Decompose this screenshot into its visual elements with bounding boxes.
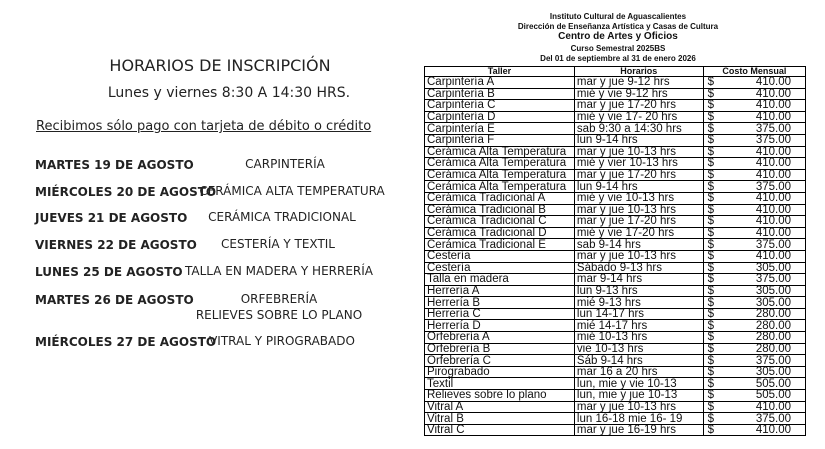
currency-symbol: $ xyxy=(707,157,715,170)
cost-amount: 305.00 xyxy=(755,366,791,378)
taller-cell: Cerámica Alta Temperatura xyxy=(425,146,575,158)
schedule-course: CERÁMICA TRADICIONAL xyxy=(208,210,356,224)
schedule-date: MIÉRCOLES 27 DE AGOSTO xyxy=(35,335,217,349)
horario-cell: mar 16 a 20 hrs xyxy=(574,366,703,378)
table-row xyxy=(425,88,806,100)
currency-symbol: $ xyxy=(707,111,715,123)
cost-amount: 410.00 xyxy=(755,401,791,413)
currency-symbol: $ xyxy=(707,354,715,367)
taller-cell: Carpintería B xyxy=(425,88,575,100)
registration-title: HORARIOS DE INSCRIPCIÓN xyxy=(109,56,331,75)
table-row xyxy=(425,227,806,239)
horario-cell: mar y jue 17-20 hrs xyxy=(574,216,703,228)
horario-cell: lun, mie y jue 10-13 xyxy=(574,390,703,402)
horario-cell: mié 10-13 hrs xyxy=(574,332,703,344)
taller-cell: Carpintería E xyxy=(425,123,575,135)
currency-symbol: $ xyxy=(707,180,715,193)
horario-cell: mié y vie 17-20 hrs xyxy=(574,227,703,239)
table-row xyxy=(425,355,806,367)
schedule-course: ORFEBRERÍA xyxy=(240,292,318,306)
table-row xyxy=(425,111,806,123)
currency-symbol: $ xyxy=(707,424,715,436)
horario-cell: mié y vie 17- 20 hrs xyxy=(574,111,703,123)
costo-cell xyxy=(703,123,805,135)
taller-cell: Cestería xyxy=(425,262,575,274)
taller-cell: Cerámica Alta Temperatura xyxy=(425,158,575,170)
table-row xyxy=(425,239,806,251)
currency-symbol: $ xyxy=(707,76,715,89)
costo-cell xyxy=(703,239,805,251)
table-row xyxy=(425,262,806,274)
table-row xyxy=(425,158,806,170)
cost-amount: 375.00 xyxy=(755,122,791,135)
cost-amount: 305.00 xyxy=(755,262,791,274)
costo-cell xyxy=(703,111,805,123)
institute-name: Instituto Cultural de Aguascalientes xyxy=(549,12,687,21)
taller-cell: Cerámica Alta Temperatura xyxy=(425,169,575,181)
costo-cell xyxy=(703,332,805,344)
costo-cell xyxy=(703,88,805,100)
costo-cell xyxy=(703,378,805,390)
costo-cell xyxy=(703,227,805,239)
currency-symbol: $ xyxy=(707,319,715,332)
schedule-date: VIERNES 22 DE AGOSTO xyxy=(35,238,197,252)
currency-symbol: $ xyxy=(707,401,715,413)
currency-symbol: $ xyxy=(707,99,715,112)
currency-symbol: $ xyxy=(707,377,715,390)
schedule-course: TALLA EN MADERA Y HERRERÍA xyxy=(184,264,373,278)
taller-cell: Cerámica Tradicional C xyxy=(425,216,575,228)
currency-symbol: $ xyxy=(707,238,715,251)
costo-cell xyxy=(703,262,805,274)
cost-amount: 280.00 xyxy=(755,331,791,344)
costo-cell xyxy=(703,192,805,204)
table-row xyxy=(425,181,806,193)
table-row xyxy=(425,169,806,181)
horario-cell: mar y jue 10-13 hrs xyxy=(574,250,703,262)
cost-amount: 375.00 xyxy=(755,238,791,251)
horario-cell: sab 9-14 hrs xyxy=(574,239,703,251)
costo-cell xyxy=(703,77,805,89)
taller-cell: Cerámica Alta Temperatura xyxy=(425,181,575,193)
taller-cell: Vitral C xyxy=(425,424,575,436)
taller-cell: Cestería xyxy=(425,250,575,262)
table-row xyxy=(425,204,806,216)
costo-cell xyxy=(703,216,805,228)
taller-cell: Relieves sobre lo plano xyxy=(425,390,575,402)
taller-cell: Vitral A xyxy=(425,401,575,413)
horario-cell: Sáb 9-14 hrs xyxy=(574,355,703,367)
horario-cell: lun 14-17 hrs xyxy=(574,308,703,320)
costo-cell xyxy=(703,158,805,170)
horario-cell: lun 9-14 hrs xyxy=(574,134,703,146)
horario-cell: Sábado 9-13 hrs xyxy=(574,262,703,274)
currency-symbol: $ xyxy=(707,273,715,286)
cost-amount: 410.00 xyxy=(755,76,791,89)
costo-cell xyxy=(703,134,805,146)
horario-cell: lun, mie y vie 10-13 xyxy=(574,378,703,390)
taller-cell: Talla en madera xyxy=(425,274,575,286)
taller-cell: Cerámica Tradicional A xyxy=(425,192,575,204)
taller-cell: Carpintería C xyxy=(425,100,575,112)
horario-cell: mié y vier 10-13 hrs xyxy=(574,158,703,170)
horario-cell: mar y jue 10-13 hrs xyxy=(574,204,703,216)
table-row xyxy=(425,413,806,425)
cost-amount: 280.00 xyxy=(755,308,791,320)
schedule-course: CESTERÍA Y TEXTIL xyxy=(220,237,335,251)
schedule-course: VITRAL Y PIROGRABADO xyxy=(209,334,355,348)
horario-cell: mié 9-13 hrs xyxy=(574,297,703,309)
schedule-date: LUNES 25 DE AGOSTO xyxy=(35,265,183,279)
costo-cell xyxy=(703,274,805,286)
currency-symbol: $ xyxy=(707,343,715,355)
currency-symbol: $ xyxy=(707,308,715,320)
costo-cell xyxy=(703,320,805,332)
taller-cell: Orfebrería A xyxy=(425,332,575,344)
cost-amount: 375.00 xyxy=(755,354,791,367)
costo-cell xyxy=(703,355,805,367)
schedule-course: RELIEVES SOBRE LO PLANO xyxy=(195,308,363,322)
cost-amount: 410.00 xyxy=(755,250,791,262)
cost-amount: 410.00 xyxy=(755,146,791,158)
costo-cell xyxy=(703,181,805,193)
horario-cell: sab 9:30 a 14:30 hrs xyxy=(574,123,703,135)
cost-amount: 305.00 xyxy=(755,296,791,309)
cost-amount: 410.00 xyxy=(755,227,791,239)
currency-symbol: $ xyxy=(707,262,715,274)
table-row xyxy=(425,297,806,309)
payment-note: Recibimos sólo pago con tarjeta de débito o crédito xyxy=(36,119,372,134)
course-table xyxy=(424,66,806,436)
registration-hours: Lunes y viernes 8:30 A 14:30 HRS. xyxy=(107,85,351,101)
taller-cell: Herrería D xyxy=(425,320,575,332)
horario-cell: mar y jue 10-13 hrs xyxy=(574,401,703,413)
table-row xyxy=(425,320,806,332)
table-header-row xyxy=(425,67,806,77)
horario-cell: lun 9-13 hrs xyxy=(574,285,703,297)
cost-amount: 505.00 xyxy=(755,377,791,390)
schedule-date: MIÉRCOLES 20 DE AGOSTO xyxy=(35,185,217,199)
costo-cell xyxy=(703,390,805,402)
table-row xyxy=(425,390,806,402)
costo-cell xyxy=(703,250,805,262)
costo-cell xyxy=(703,401,805,413)
costo-cell xyxy=(703,308,805,320)
taller-cell: Orfebrería B xyxy=(425,343,575,355)
currency-symbol: $ xyxy=(707,169,715,181)
currency-symbol: $ xyxy=(707,88,715,100)
schedule-course: CARPINTERÍA xyxy=(245,157,325,171)
direction-name: Dirección de Enseñanza Artística y Casas de Cultura xyxy=(517,22,719,31)
table-row xyxy=(425,424,806,436)
costo-cell xyxy=(703,413,805,425)
cost-amount: 375.00 xyxy=(755,180,791,193)
costo-cell xyxy=(703,343,805,355)
cost-amount: 375.00 xyxy=(755,134,791,147)
course-period: Del 01 de septiembre al 31 de enero 2026 xyxy=(540,54,696,63)
cost-amount: 410.00 xyxy=(755,157,791,170)
table-row xyxy=(425,285,806,297)
taller-cell: Herrería C xyxy=(425,308,575,320)
schedule-date: MARTES 19 DE AGOSTO xyxy=(35,158,194,172)
taller-cell: Herrería B xyxy=(425,297,575,309)
costo-cell xyxy=(703,169,805,181)
table-row xyxy=(425,332,806,344)
currency-symbol: $ xyxy=(707,227,715,239)
table-row xyxy=(425,100,806,112)
taller-cell: Cerámica Tradicional E xyxy=(425,239,575,251)
currency-symbol: $ xyxy=(707,285,715,297)
table-row xyxy=(425,250,806,262)
schedule-course: CERÁMICA ALTA TEMPERATURA xyxy=(199,184,385,198)
cost-amount: 280.00 xyxy=(755,319,791,332)
horario-cell: mié y vie 10-13 hrs xyxy=(574,192,703,204)
horario-cell: mié 14-17 hrs xyxy=(574,320,703,332)
cost-amount: 305.00 xyxy=(755,285,791,297)
column-header-horarios: Horarios xyxy=(574,67,703,77)
costo-cell xyxy=(703,424,805,436)
registration-panel xyxy=(0,0,410,449)
table-row xyxy=(425,216,806,228)
horario-cell: mar y jue 10-13 hrs xyxy=(574,146,703,158)
cost-amount: 410.00 xyxy=(755,192,791,205)
table-row xyxy=(425,134,806,146)
center-name: Centro de Artes y Oficios xyxy=(558,31,678,42)
cost-amount: 505.00 xyxy=(755,389,791,402)
currency-symbol: $ xyxy=(707,296,715,309)
table-row xyxy=(425,308,806,320)
schedule-date: JUEVES 21 DE AGOSTO xyxy=(35,211,188,225)
table-row xyxy=(425,192,806,204)
cost-amount: 410.00 xyxy=(755,99,791,112)
horario-cell: mar y jue 17-20 hrs xyxy=(574,100,703,112)
table-row xyxy=(425,77,806,89)
table-row xyxy=(425,146,806,158)
taller-cell: Vitral B xyxy=(425,413,575,425)
horario-cell: mar y jue 9-12 hrs xyxy=(574,77,703,89)
cost-amount: 375.00 xyxy=(755,412,791,425)
currency-symbol: $ xyxy=(707,146,715,158)
cost-amount: 410.00 xyxy=(755,204,791,216)
currency-symbol: $ xyxy=(707,331,715,344)
currency-symbol: $ xyxy=(707,389,715,402)
schedule-date: MARTES 26 DE AGOSTO xyxy=(35,293,194,307)
course-name: Curso Semestral 2025BS xyxy=(570,44,666,53)
taller-cell: Textil xyxy=(425,378,575,390)
currency-symbol: $ xyxy=(707,134,715,147)
taller-cell: Orfebrería C xyxy=(425,355,575,367)
taller-cell: Carpintería A xyxy=(425,77,575,89)
column-header-costo: Costo Mensual xyxy=(703,67,805,77)
taller-cell: Cerámica Tradicional B xyxy=(425,204,575,216)
costo-cell xyxy=(703,100,805,112)
costo-cell xyxy=(703,297,805,309)
taller-cell: Carpintería D xyxy=(425,111,575,123)
cost-amount: 410.00 xyxy=(755,88,791,100)
currency-symbol: $ xyxy=(707,250,715,262)
horario-cell: lun 16-18 mie 16- 19 xyxy=(574,413,703,425)
costo-cell xyxy=(703,366,805,378)
currency-symbol: $ xyxy=(707,412,715,425)
costo-cell xyxy=(703,285,805,297)
horario-cell: mar y jue 16-19 hrs xyxy=(574,424,703,436)
taller-cell: Pirograbado xyxy=(425,366,575,378)
costo-cell xyxy=(703,146,805,158)
cost-amount: 375.00 xyxy=(755,273,791,286)
table-row xyxy=(425,343,806,355)
column-header-taller: Taller xyxy=(425,67,575,77)
table-row xyxy=(425,274,806,286)
currency-symbol: $ xyxy=(707,122,715,135)
horario-cell: lun 9-14 hrs xyxy=(574,181,703,193)
currency-symbol: $ xyxy=(707,204,715,216)
cost-amount: 410.00 xyxy=(755,215,791,228)
taller-cell: Herrería A xyxy=(425,285,575,297)
table-row xyxy=(425,378,806,390)
horario-cell: mié y vie 9-12 hrs xyxy=(574,88,703,100)
horario-cell: mar 9-14 hrs xyxy=(574,274,703,286)
currency-symbol: $ xyxy=(707,366,715,378)
cost-amount: 410.00 xyxy=(755,111,791,123)
table-row xyxy=(425,366,806,378)
table-row xyxy=(425,401,806,413)
costo-cell xyxy=(703,204,805,216)
cost-amount: 410.00 xyxy=(755,424,791,436)
currency-symbol: $ xyxy=(707,192,715,205)
horario-cell: vie 10-13 hrs xyxy=(574,343,703,355)
cost-amount: 410.00 xyxy=(755,169,791,181)
currency-symbol: $ xyxy=(707,215,715,228)
horario-cell: mar y jue 17-20 hrs xyxy=(574,169,703,181)
taller-cell: Carpintería F xyxy=(425,134,575,146)
taller-cell: Cerámica Tradicional D xyxy=(425,227,575,239)
table-row xyxy=(425,123,806,135)
cost-amount: 280.00 xyxy=(755,343,791,355)
